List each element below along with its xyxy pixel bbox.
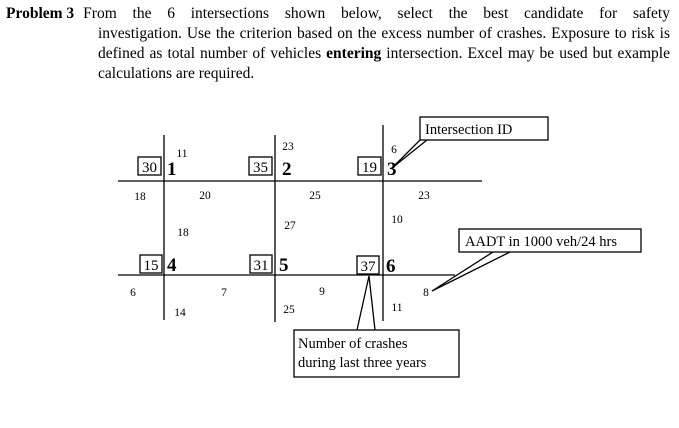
aadt-south-6: 11 [391,302,403,314]
aadt-between-4-5: 7 [221,287,227,299]
aadt-west-1: 18 [134,191,146,203]
problem-text-a: investigation. Use the criterion based on the excess number of crashes. Exposure to risk is defined as total number of vehicles [98,25,670,62]
aadt-south-5: 25 [283,304,295,316]
intersection-id-6: 6 [386,256,396,277]
crash-count-3: 19 [362,160,377,176]
aadt-between-2-3: 25 [309,190,321,202]
intersection-id-2: 2 [282,159,292,180]
crash-count-4: 15 [143,258,159,274]
crash-count-6: 37 [360,259,376,275]
crash-count-2: 35 [253,160,268,176]
aadt-between-1-2: 20 [199,190,211,202]
problem-text-b: intersection. Excel may be used but example calculations are required. [98,45,670,82]
aadt-between-5-6: 9 [319,286,325,298]
aadt-north-3: 6 [391,144,397,156]
problem-text-bold: entering [326,45,382,62]
intersection-id-5: 5 [279,255,289,276]
aadt-between-2-5: 27 [284,220,296,232]
intersection-id-4: 4 [167,255,177,276]
aadt-between-1-4: 18 [177,227,189,239]
aadt-between-3-6: 10 [391,214,403,226]
aadt-east-6: 8 [423,287,429,299]
problem-label: Problem 3 [6,5,75,22]
crash-count-1: 30 [142,160,157,176]
callout-pointer-crashes [357,276,375,330]
crash-count-5: 31 [253,258,269,274]
aadt-south-4: 14 [174,307,186,319]
aadt-north-1: 11 [176,148,188,160]
intersection-id-3: 3 [387,159,397,180]
legend-aadt: AADT in 1000 veh/24 hrs [465,234,617,250]
aadt-east-3: 23 [418,190,430,202]
intersection-id-1: 1 [167,159,177,180]
aadt-west-4: 6 [130,287,136,299]
callout-pointer-aadt [432,252,510,291]
aadt-north-2: 23 [282,141,294,153]
problem-text-line1: From the 6 intersections shown below, select the best candidate for safety [83,5,670,22]
legend-crashes-line2: during last three years [298,355,427,371]
legend-crashes-line1: Number of crashes [298,336,408,352]
legend-intersection-id: Intersection ID [425,122,513,138]
callout-pointer-intersection-id [392,140,427,168]
